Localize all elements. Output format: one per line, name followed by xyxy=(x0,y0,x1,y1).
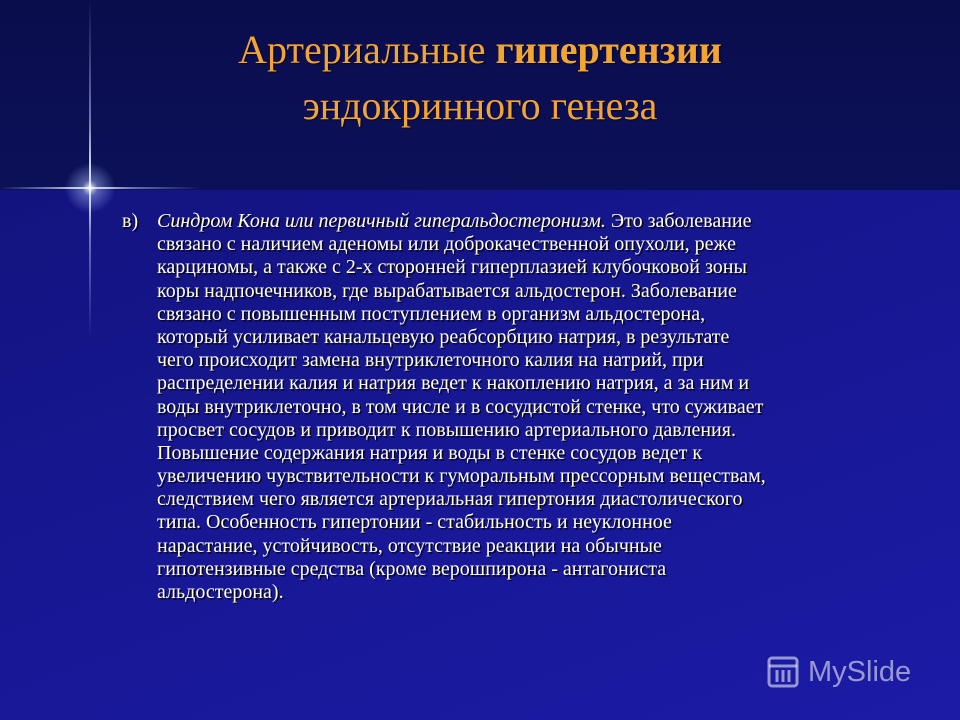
watermark-text: MySlide xyxy=(808,655,912,688)
body-line: коры надпочечников, где вырабатывается альдостерон. Заболевание xyxy=(157,279,737,302)
title-normal-part: Артериальные xyxy=(238,27,496,72)
body-line: альдостерона). xyxy=(157,581,284,603)
body-line: типа. Особенность гипертонии - стабильность и неуклонное xyxy=(157,511,672,534)
title-line-2: эндокринного генеза xyxy=(302,83,658,128)
body-line: гипотензивные средства (кроме верошпирона - антагониста xyxy=(157,557,667,580)
body-line: распределении калия и натрия ведет к накоплению натрия, а за ним и xyxy=(157,372,750,395)
body-line: просвет сосудов и приводит к повышению артериального давления. xyxy=(157,418,736,441)
first-line-rest: Это заболевание xyxy=(605,210,752,232)
title-bold-part: гипертензии xyxy=(495,27,722,72)
body-paragraph xyxy=(157,210,766,604)
title-line-1 xyxy=(0,22,960,78)
list-marker: в) xyxy=(122,210,139,232)
body-line: карциномы, а также с 2-х сторонней гиперплазией клубочковой зоны xyxy=(157,256,747,279)
body-line: увеличению чувствительности к гуморальным прессорным веществам, xyxy=(157,465,766,488)
sparkle-glow xyxy=(60,158,120,218)
body-line: следствием чего является артериальная гипертония диастолического xyxy=(157,488,743,511)
italic-term: Синдром Кона или первичный гиперальдостеронизм. xyxy=(157,210,606,232)
body-line: связано с повышенным поступлением в организм альдостерона, xyxy=(157,302,706,325)
watermark-logo xyxy=(766,652,946,692)
body-line: воды внутриклеточно, в том числе и в сосудистой стенке, что суживает xyxy=(157,395,764,418)
body-line: Повышение содержания натрия и воды в стенке сосудов ведет к xyxy=(157,441,703,464)
body-line xyxy=(157,210,766,233)
body-line: который усиливает канальцевую реабсорбцию натрия, в результате xyxy=(157,325,730,348)
body-line: нарастание, устойчивость, отсутствие реакции на обычные xyxy=(157,534,662,557)
body-line: связано с наличием аденомы или доброкачественной опухоли, реже xyxy=(157,233,736,256)
body-line: чего происходит замена внутриклеточного калия на натрий, при xyxy=(157,349,704,372)
slide-title xyxy=(0,22,960,134)
myslide-logo-icon xyxy=(766,655,800,689)
